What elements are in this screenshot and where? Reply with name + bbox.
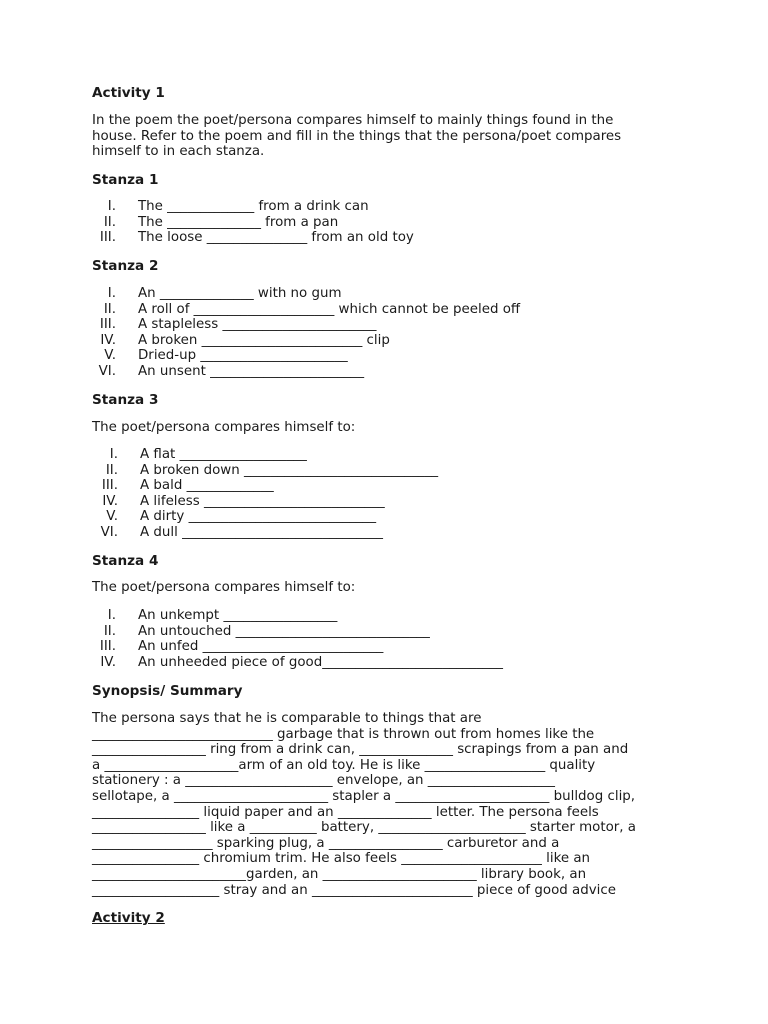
item-number: III. bbox=[99, 639, 116, 655]
list-item bbox=[92, 348, 692, 364]
stanza-4-lead: The poet/persona compares himself to: bbox=[92, 580, 356, 595]
list-item bbox=[92, 302, 692, 318]
item-number: II. bbox=[103, 623, 116, 639]
item-text: An unsent _______________________ bbox=[138, 363, 365, 379]
stanza-3-lead: The poet/persona compares himself to: bbox=[92, 420, 356, 435]
activity-1-instructions bbox=[92, 113, 692, 160]
stanza-4-list bbox=[92, 608, 692, 670]
list-item bbox=[92, 639, 692, 655]
item-number: III. bbox=[99, 317, 116, 333]
item-number: V. bbox=[104, 348, 116, 364]
summary-line: a ____________________arm of an old toy. He is like __________________ quality bbox=[92, 757, 596, 773]
item-number: V. bbox=[106, 509, 118, 525]
item-number: IV. bbox=[100, 654, 116, 670]
item-text: An untouched _____________________________ bbox=[138, 623, 430, 639]
list-item bbox=[92, 286, 692, 302]
item-number: IV. bbox=[102, 493, 118, 509]
instruction-line: himself to in each stanza. bbox=[92, 144, 265, 159]
stanza-3-title: Stanza 3 bbox=[92, 392, 159, 408]
item-text: A flat ___________________ bbox=[140, 447, 307, 462]
summary-line: sellotape, a _______________________ stapler a _______________________ bulldog clip, bbox=[92, 788, 636, 804]
item-text: A broken down _____________________________ bbox=[140, 462, 439, 478]
item-number: II. bbox=[103, 214, 116, 230]
summary-line: ___________________ stray and an ________________________ piece of good advice bbox=[92, 882, 616, 898]
item-number: I. bbox=[107, 608, 116, 623]
list-item bbox=[92, 608, 692, 624]
summary-line: _______________________garden, an _______________________ library book, an bbox=[92, 866, 587, 882]
item-text: A broken ________________________ clip bbox=[138, 332, 390, 348]
item-text: An ______________ with no gum bbox=[138, 286, 342, 301]
list-item bbox=[92, 525, 692, 541]
item-text: The loose _______________ from an old toy bbox=[138, 230, 414, 246]
list-item bbox=[92, 364, 692, 380]
summary-line: _________________ like a __________ battery, ______________________ starter motor, a bbox=[92, 820, 636, 836]
summary-line: _________________ ring from a drink can, ______________ scrapings from a pan and bbox=[92, 742, 629, 758]
item-text: A stapleless _______________________ bbox=[138, 317, 377, 333]
item-text: A roll of _____________________ which cannot be peeled off bbox=[138, 301, 521, 317]
summary-line: __________________ sparking plug, a _________________ carburetor and a bbox=[92, 835, 560, 851]
item-text: Dried-up ______________________ bbox=[138, 348, 348, 364]
item-text: An unfed ___________________________ bbox=[138, 639, 384, 655]
item-text: The ______________ from a pan bbox=[138, 214, 339, 230]
list-item bbox=[92, 215, 692, 231]
item-number: I. bbox=[107, 286, 116, 301]
list-item bbox=[92, 494, 692, 510]
list-item bbox=[92, 447, 692, 463]
synopsis-paragraph bbox=[92, 711, 692, 898]
list-item bbox=[92, 317, 692, 333]
list-item bbox=[92, 478, 692, 494]
item-number: II. bbox=[103, 301, 116, 317]
list-item bbox=[92, 199, 692, 215]
item-text: A dull ______________________________ bbox=[140, 524, 383, 540]
item-text: A bald _____________ bbox=[140, 478, 274, 494]
item-number: III. bbox=[99, 230, 116, 246]
list-item bbox=[92, 509, 692, 525]
item-text: An unkempt _________________ bbox=[138, 608, 338, 623]
instruction-line: house. Refer to the poem and fill in the things that the persona/poet compares bbox=[92, 128, 622, 144]
list-item bbox=[92, 655, 692, 671]
list-item bbox=[92, 463, 692, 479]
item-number: VI. bbox=[100, 524, 118, 540]
item-text: An unheeded piece of good___________________________ bbox=[138, 654, 503, 670]
summary-line: stationery : a ______________________ envelope, an ___________________ bbox=[92, 773, 556, 789]
item-number: III. bbox=[101, 478, 118, 494]
item-number: VI. bbox=[98, 363, 116, 379]
list-item bbox=[92, 230, 692, 246]
stanza-4-title: Stanza 4 bbox=[92, 553, 159, 569]
summary-line: ___________________________ garbage that is thrown out from homes like the bbox=[92, 726, 595, 742]
activity-1-title: Activity 1 bbox=[92, 85, 165, 101]
stanza-1-list bbox=[92, 199, 692, 246]
list-item bbox=[92, 333, 692, 349]
summary-line: ________________ liquid paper and an ______________ letter. The persona feels bbox=[92, 804, 599, 820]
item-number: IV. bbox=[100, 332, 116, 348]
summary-line: The persona says that he is comparable to things that are bbox=[92, 711, 482, 726]
item-number: II. bbox=[105, 462, 118, 478]
synopsis-title: Synopsis/ Summary bbox=[92, 683, 243, 699]
item-number: I. bbox=[109, 447, 118, 462]
item-text: A dirty ____________________________ bbox=[140, 509, 377, 525]
stanza-2-title: Stanza 2 bbox=[92, 258, 159, 274]
activity-2-title: Activity 2 bbox=[92, 910, 165, 926]
instruction-line: In the poem the poet/persona compares himself to mainly things found in the bbox=[92, 113, 614, 128]
item-number: I. bbox=[107, 199, 116, 214]
stanza-2-list bbox=[92, 286, 692, 380]
item-text: The _____________ from a drink can bbox=[138, 199, 369, 214]
list-item bbox=[92, 624, 692, 640]
stanza-1-title: Stanza 1 bbox=[92, 172, 159, 188]
item-text: A lifeless ___________________________ bbox=[140, 493, 385, 509]
summary-line: ________________ chromium trim. He also feels _____________________ like an bbox=[92, 851, 591, 867]
stanza-3-list bbox=[92, 447, 692, 541]
